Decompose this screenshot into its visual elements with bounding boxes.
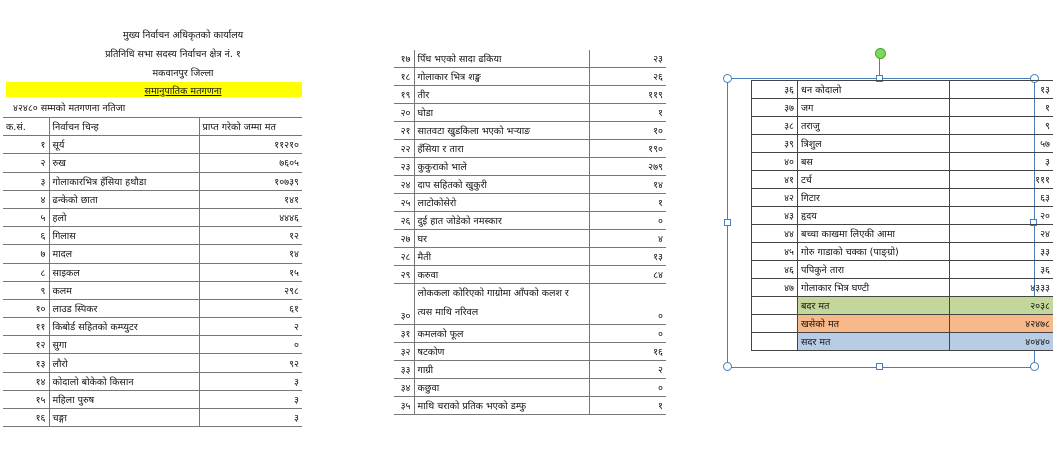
symbol-name: हँसिया र तारा — [414, 140, 589, 158]
table-row — [394, 122, 666, 140]
total-row — [752, 333, 1053, 351]
results-sheet-middle — [394, 50, 666, 415]
serial-number: ३६ — [752, 81, 798, 99]
symbol-name: चङ्गा — [49, 409, 199, 427]
total-value: ४२४७८ — [950, 315, 1053, 333]
vote-count: १३ — [950, 81, 1053, 99]
vote-count: ८४ — [589, 266, 666, 284]
serial-number: ३२ — [394, 343, 414, 361]
serial-number: ३३ — [394, 361, 414, 379]
table-row — [752, 189, 1053, 207]
symbol-name: पपिकुने तारा — [798, 261, 950, 279]
table-row — [752, 99, 1053, 117]
vote-count: ९ — [950, 117, 1053, 135]
symbol-name: तीर — [414, 86, 589, 104]
symbol-name: गोरु गाडाको चक्का (पाङ्ग्रो) — [798, 243, 950, 261]
table-row — [3, 172, 302, 190]
serial-number: २३ — [394, 158, 414, 176]
symbol-name: साइकल — [49, 263, 199, 281]
symbol-name: कछुवा — [414, 379, 589, 397]
vote-count: ६१ — [199, 299, 302, 317]
serial-number: १८ — [394, 68, 414, 86]
vote-count: १४१ — [199, 190, 302, 208]
symbol-name: कुकुराको भाले — [414, 158, 589, 176]
resize-handle-top-left[interactable] — [723, 74, 732, 83]
table-row — [394, 361, 666, 379]
serial-number: १४ — [3, 372, 49, 390]
symbol-name: बच्चा काखमा लिएकी आमा — [798, 225, 950, 243]
symbol-name: मादल — [49, 245, 199, 263]
symbol-name: लाटोकोसेरो — [414, 194, 589, 212]
serial-number: ७ — [3, 245, 49, 263]
serial-number: ४१ — [752, 171, 798, 189]
table-row — [394, 194, 666, 212]
symbol-name: मैती — [414, 248, 589, 266]
vote-count: ० — [589, 212, 666, 230]
vote-count: २३ — [589, 50, 666, 68]
total-value: २०३८ — [950, 297, 1053, 315]
resize-handle-bottom-right[interactable] — [1030, 362, 1039, 371]
table-row — [394, 140, 666, 158]
table-row — [752, 225, 1053, 243]
serial-number: ३१ — [394, 325, 414, 343]
serial-number: ११ — [3, 318, 49, 336]
serial-number: २४ — [394, 176, 414, 194]
serial-number: १० — [3, 299, 49, 317]
table-row — [752, 243, 1053, 261]
vote-count: ९२ — [199, 354, 302, 372]
vote-count: ३ — [950, 153, 1053, 171]
serial-number: ३ — [3, 172, 49, 190]
resize-handle-left[interactable] — [724, 219, 731, 226]
symbol-name: दुई हात जोडेको नमस्कार — [414, 212, 589, 230]
symbol-name: ढन्केको छाता — [49, 190, 199, 208]
serial-number: ४७ — [752, 279, 798, 297]
serial-number: २८ — [394, 248, 414, 266]
serial-number: ४६ — [752, 261, 798, 279]
serial-number: ३७ — [752, 99, 798, 117]
vote-count: २९८ — [199, 281, 302, 299]
vote-count: २४ — [950, 225, 1053, 243]
table-row — [394, 266, 666, 284]
results-table-3 — [751, 80, 1053, 351]
serial-number: १५ — [3, 390, 49, 408]
resize-handle-bottom-left[interactable] — [723, 362, 732, 371]
table-row — [3, 409, 302, 427]
serial-number: २९ — [394, 266, 414, 284]
table-row — [394, 230, 666, 248]
district-title: मकवानपुर जिल्ला — [152, 68, 214, 79]
serial-number: ३४ — [394, 379, 414, 397]
symbol-name: करुवा — [414, 266, 589, 284]
resize-handle-bottom[interactable] — [876, 363, 883, 370]
vote-count: ० — [199, 336, 302, 354]
symbol-name: लौरो — [49, 354, 199, 372]
table-row — [752, 117, 1053, 135]
symbol-name: गिटार — [798, 189, 950, 207]
table-row — [3, 154, 302, 172]
symbol-name: गाग्री — [414, 361, 589, 379]
vote-count: ७६०५ — [199, 154, 302, 172]
serial-number: ४ — [3, 190, 49, 208]
vote-count: १३ — [589, 248, 666, 266]
serial-number: २२ — [394, 140, 414, 158]
table-row — [752, 135, 1053, 153]
table-row — [394, 343, 666, 361]
vote-count: ११२१० — [199, 136, 302, 154]
symbol-name: गोलाकारभित्र हँसिया हथौडा — [49, 172, 199, 190]
symbol-name: गोलाकार भित्र शङ्ख — [414, 68, 589, 86]
table-row — [394, 379, 666, 397]
total-row — [752, 315, 1053, 333]
symbol-name: धन कोदालो — [798, 81, 950, 99]
table-row — [3, 208, 302, 226]
vote-count: १४ — [199, 245, 302, 263]
serial-number: ४५ — [752, 243, 798, 261]
serial-number: ९ — [3, 281, 49, 299]
symbol-name: माथि चराको प्रतिक भएको डम्फु — [414, 397, 589, 415]
vote-count: २ — [199, 318, 302, 336]
table-row — [394, 284, 666, 325]
symbol-name: सुगा — [49, 336, 199, 354]
vote-count: १११ — [950, 171, 1053, 189]
serial-number: २६ — [394, 212, 414, 230]
results-sheet-left — [3, 0, 320, 451]
table-row — [3, 299, 302, 317]
column-header: प्राप्त गरेको जम्मा मत — [199, 118, 302, 136]
blank-cell — [752, 297, 798, 315]
office-title: मुख्य निर्वाचन अधिकृतको कार्यालय — [122, 30, 244, 41]
symbol-name: हृदय — [798, 207, 950, 225]
vote-count: ० — [589, 325, 666, 343]
vote-count: १४ — [589, 176, 666, 194]
table-row — [752, 207, 1053, 225]
table-row — [394, 212, 666, 230]
vote-count: ४४४६ — [199, 208, 302, 226]
vote-count: ० — [589, 379, 666, 397]
symbol-name: टर्च — [798, 171, 950, 189]
table-row — [752, 261, 1053, 279]
table-row — [3, 281, 302, 299]
total-row — [752, 297, 1053, 315]
vote-count: २७९ — [589, 158, 666, 176]
table-row — [752, 81, 1053, 99]
serial-number: १ — [3, 136, 49, 154]
table-row — [752, 171, 1053, 189]
column-header: क.सं. — [3, 118, 49, 136]
table-row — [394, 104, 666, 122]
serial-number: ४४ — [752, 225, 798, 243]
table-header-row — [3, 118, 302, 136]
total-label: सदर मत — [798, 333, 950, 351]
serial-number: १६ — [3, 409, 49, 427]
vote-count: २ — [589, 361, 666, 379]
symbol-name: कोदालो बोकेको किसान — [49, 372, 199, 390]
table-row — [3, 263, 302, 281]
vote-count: १६ — [589, 343, 666, 361]
serial-number: ३९ — [752, 135, 798, 153]
serial-number: ३० — [394, 284, 414, 325]
symbol-name: किबोर्ड सहितको कम्प्युटर — [49, 318, 199, 336]
symbol-name: हलो — [49, 208, 199, 226]
serial-number: २ — [3, 154, 49, 172]
table-row — [3, 227, 302, 245]
rotate-line — [879, 57, 880, 77]
table-row — [394, 176, 666, 194]
table-row — [3, 318, 302, 336]
vote-count: १५ — [199, 263, 302, 281]
column-header: निर्वाचन चिन्ह — [49, 118, 199, 136]
symbol-name: महिला पुरुष — [49, 390, 199, 408]
vote-count: १ — [950, 99, 1053, 117]
vote-count: २० — [950, 207, 1053, 225]
table-row — [394, 50, 666, 68]
total-label: बदर मत — [798, 297, 950, 315]
table-row — [3, 354, 302, 372]
table-row — [3, 190, 302, 208]
serial-number: १७ — [394, 50, 414, 68]
symbol-name: कमलको फूल — [414, 325, 589, 343]
blank-cell — [752, 315, 798, 333]
symbol-name: रुख — [49, 154, 199, 172]
serial-number: २० — [394, 104, 414, 122]
symbol-name: गिलास — [49, 227, 199, 245]
symbol-name: षटकोण — [414, 343, 589, 361]
vote-count: ३ — [199, 390, 302, 408]
table-row — [752, 279, 1053, 297]
section-title: समानुपातिक मतगणना — [144, 86, 222, 97]
symbol-name: त्रिशुल — [798, 135, 950, 153]
symbol-name: पिँध भएको सादा ढकिया — [414, 50, 589, 68]
vote-count: ५७ — [950, 135, 1053, 153]
vote-count: १२ — [199, 227, 302, 245]
selected-table-object[interactable] — [727, 78, 1050, 368]
table-row — [394, 397, 666, 415]
symbol-name: लाउड स्पिकर — [49, 299, 199, 317]
vote-count: ३३ — [950, 243, 1053, 261]
vote-count: १० — [589, 122, 666, 140]
serial-number: ३५ — [394, 397, 414, 415]
symbol-name: जग — [798, 99, 950, 117]
vote-count: ३ — [199, 409, 302, 427]
symbol-name: तराजु — [798, 117, 950, 135]
vote-count: ६३ — [950, 189, 1053, 207]
serial-number: ६ — [3, 227, 49, 245]
vote-count: ४ — [589, 230, 666, 248]
table-row — [3, 390, 302, 408]
total-value: ४०४४० — [950, 333, 1053, 351]
table-row — [394, 86, 666, 104]
serial-number: १२ — [3, 336, 49, 354]
serial-number: ४३ — [752, 207, 798, 225]
constituency-title: प्रतिनिधि सभा सदस्य निर्वाचन क्षेत्र नं. १ — [105, 49, 241, 60]
table-row — [3, 372, 302, 390]
results-table-2 — [394, 50, 666, 415]
serial-number: ४० — [752, 153, 798, 171]
table-row — [394, 248, 666, 266]
vote-count: १ — [589, 397, 666, 415]
serial-number: २१ — [394, 122, 414, 140]
serial-number: ३८ — [752, 117, 798, 135]
vote-count: ११९ — [589, 86, 666, 104]
serial-number: ४२ — [752, 189, 798, 207]
symbol-name: गोलाकार भित्र घण्टी — [798, 279, 950, 297]
vote-count: १ — [589, 104, 666, 122]
vote-count: ४३३३ — [950, 279, 1053, 297]
symbol-name: सूर्य — [49, 136, 199, 154]
symbol-name: सातवटा खुडकिला भएको भऱ्याङ — [414, 122, 589, 140]
serial-number: ५ — [3, 208, 49, 226]
vote-count: १ — [589, 194, 666, 212]
table-row — [394, 325, 666, 343]
serial-number: २५ — [394, 194, 414, 212]
vote-count: २६ — [589, 68, 666, 86]
table-row — [752, 153, 1053, 171]
vote-count: ० — [589, 284, 666, 325]
symbol-name: घर — [414, 230, 589, 248]
vote-count: ३ — [199, 372, 302, 390]
serial-number: २७ — [394, 230, 414, 248]
serial-number: ८ — [3, 263, 49, 281]
table-row — [394, 158, 666, 176]
vote-count: १९० — [589, 140, 666, 158]
serial-number: १९ — [394, 86, 414, 104]
vote-count: १०७३९ — [199, 172, 302, 190]
table-row — [3, 245, 302, 263]
table-row — [3, 136, 302, 154]
table-row — [394, 68, 666, 86]
symbol-name: बस — [798, 153, 950, 171]
table-row — [3, 336, 302, 354]
symbol-name: घोडा — [414, 104, 589, 122]
results-table-1 — [3, 117, 302, 427]
serial-number: १३ — [3, 354, 49, 372]
symbol-name: लोककला कोरिएको गाग्रोमा आँपको कलश र त्यस माथि नरिवल — [414, 284, 589, 325]
total-label: खसेको मत — [798, 315, 950, 333]
vote-count: ३६ — [950, 261, 1053, 279]
symbol-name: दाप सहितको खुकुरी — [414, 176, 589, 194]
symbol-name: कलम — [49, 281, 199, 299]
rotate-handle[interactable] — [875, 48, 886, 59]
blank-cell — [752, 333, 798, 351]
count-note: ४२४८० सम्मको मतगणना नतिजा — [13, 103, 126, 114]
